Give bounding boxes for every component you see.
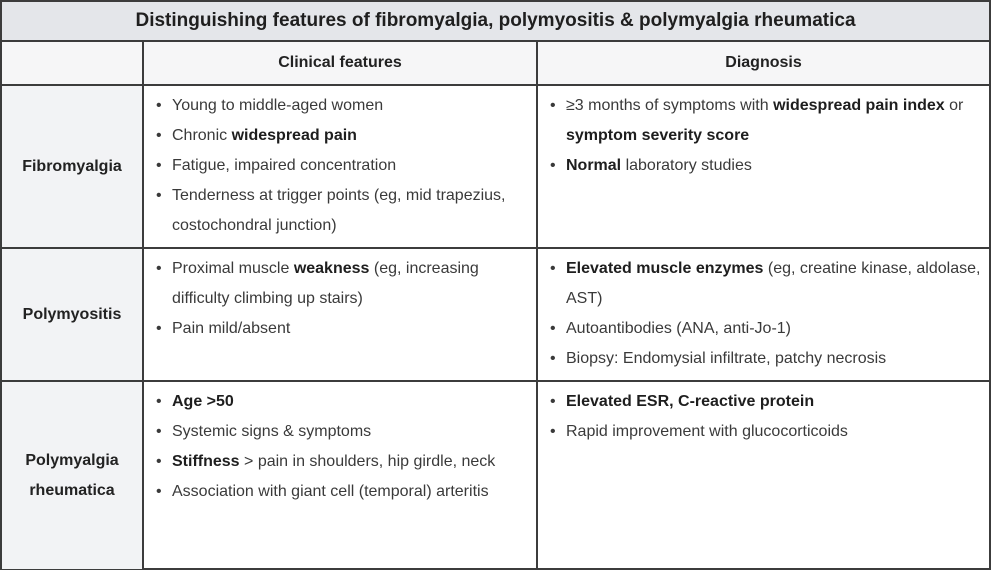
list-item <box>150 181 528 241</box>
header-row <box>2 42 989 85</box>
list-item <box>544 314 981 344</box>
diagnosis-list <box>544 91 981 181</box>
bold-text: symptom severity score <box>566 127 750 144</box>
clinical-features-cell <box>143 381 537 569</box>
row-polymyalgia-rheumatica <box>2 381 989 569</box>
text-run: Pain mild/absent <box>172 320 291 337</box>
text-run: Autoantibodies (ANA, anti-Jo-1) <box>566 320 791 337</box>
clinical-features-list <box>150 387 528 507</box>
list-item <box>150 417 528 447</box>
diagnosis-cell <box>537 381 989 569</box>
bold-text: Stiffness <box>172 453 240 470</box>
text-run: Biopsy: Endomysial infiltrate, patchy necrosis <box>566 350 887 367</box>
row-fibromyalgia <box>2 85 989 248</box>
list-item <box>544 254 981 314</box>
bold-text: Age >50 <box>172 393 234 410</box>
list-item <box>544 387 981 417</box>
bold-text: Normal <box>566 157 622 174</box>
clinical-features-cell <box>143 85 537 248</box>
list-item <box>150 91 528 121</box>
row-polymyositis <box>2 248 989 381</box>
text-run: Proximal muscle <box>172 260 294 277</box>
text-run: laboratory studies <box>621 157 752 174</box>
text-run: Fatigue, impaired concentration <box>172 157 397 174</box>
comparison-table <box>2 42 989 569</box>
clinical-features-list <box>150 254 528 344</box>
table-title: Distinguishing features of fibromyalgia, polymyositis & polymyalgia rheumatica <box>2 2 989 42</box>
diagnosis-list <box>544 387 981 447</box>
text-run: or <box>944 97 964 114</box>
clinical-features-cell <box>143 248 537 381</box>
bold-text: widespread pain index <box>773 97 945 114</box>
text-run: Association with giant cell (temporal) arteritis <box>172 483 489 500</box>
bold-text: weakness <box>293 260 370 277</box>
list-item <box>544 91 981 151</box>
text-run: ≥3 months of symptoms with <box>566 97 774 114</box>
text-run: (eg, increasing difficulty climbing up stairs) <box>172 260 479 307</box>
list-item <box>150 151 528 181</box>
diagnosis-cell <box>537 85 989 248</box>
text-run: > pain in shoulders, hip girdle, neck <box>239 453 496 470</box>
diagnosis-cell <box>537 248 989 381</box>
clinical-features-list <box>150 91 528 241</box>
header-empty <box>2 42 143 85</box>
row-label-fibromyalgia: Fibromyalgia <box>2 85 143 248</box>
list-item <box>150 121 528 151</box>
diagnosis-list <box>544 254 981 374</box>
list-item <box>544 417 981 447</box>
bold-text: Elevated ESR, C-reactive protein <box>566 393 815 410</box>
list-item <box>150 477 528 507</box>
row-label-polymyalgia-rheumatica: Polymyalgia rheumatica <box>2 381 143 569</box>
list-item <box>150 447 528 477</box>
text-run: Rapid improvement with glucocorticoids <box>566 423 848 440</box>
row-label-polymyositis: Polymyositis <box>2 248 143 381</box>
list-item <box>544 344 981 374</box>
list-item <box>150 314 528 344</box>
text-run: Tenderness at trigger points (eg, mid trapezius, costochondral junction) <box>172 187 506 234</box>
header-diagnosis: Diagnosis <box>537 42 989 85</box>
text-run: (eg, creatine kinase, aldolase, AST) <box>566 260 981 307</box>
bold-text: widespread pain <box>231 127 357 144</box>
text-run: Young to middle-aged women <box>172 97 384 114</box>
bold-text: Elevated muscle enzymes <box>566 260 764 277</box>
header-clinical-features: Clinical features <box>143 42 537 85</box>
text-run: Systemic signs & symptoms <box>172 423 372 440</box>
list-item <box>544 151 981 181</box>
text-run: Chronic <box>172 127 232 144</box>
list-item <box>150 387 528 417</box>
list-item <box>150 254 528 314</box>
